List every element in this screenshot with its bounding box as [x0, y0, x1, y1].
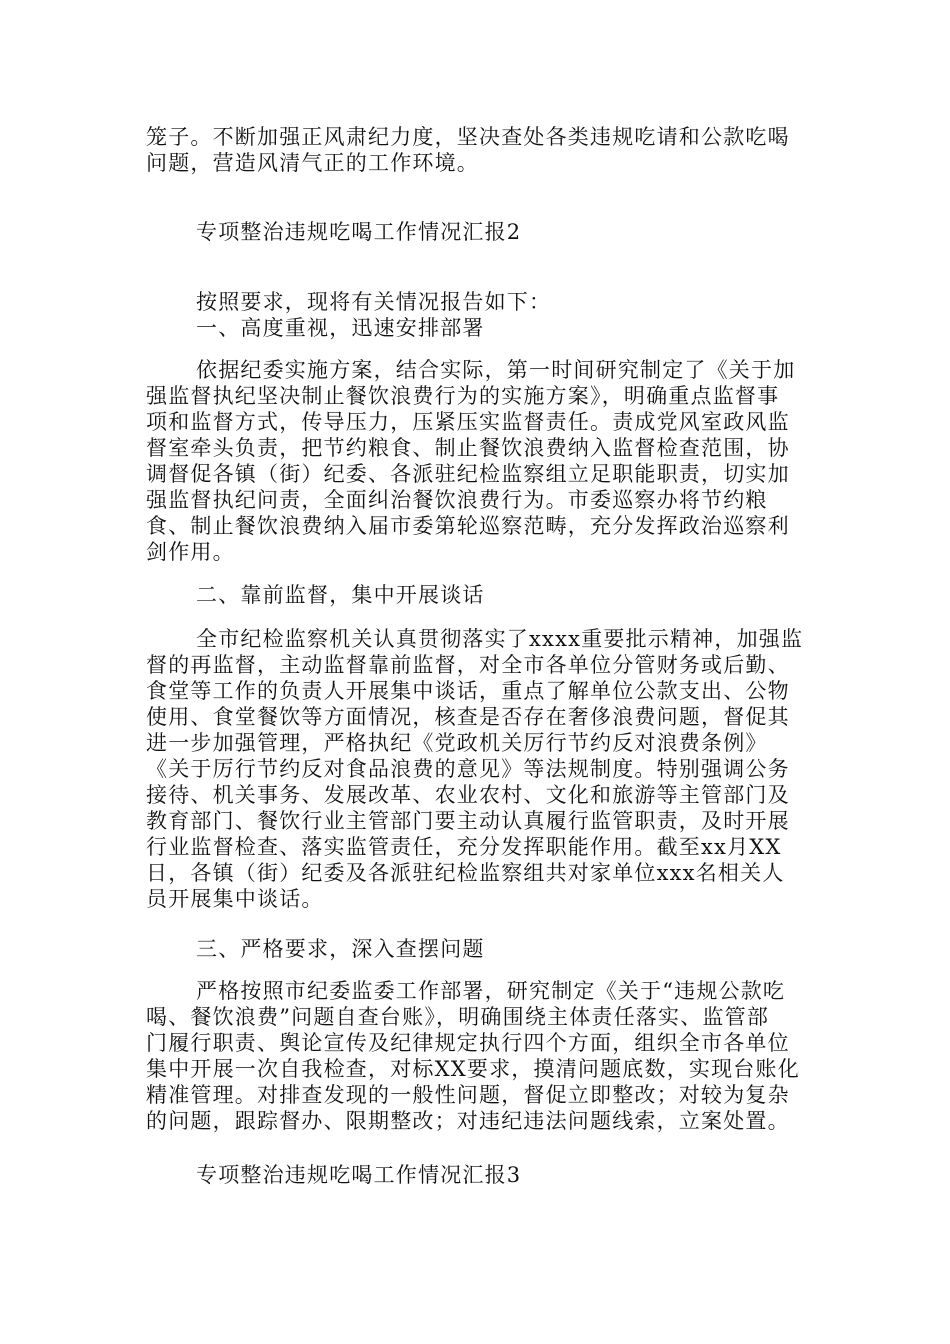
- body-text-line: 严格按照市纪委监委工作部署，研究制定《关于“违规公款吃: [196, 979, 786, 1003]
- body-text-line: 依据纪委实施方案，结合实际，第一时间研究制定了《关于加: [196, 358, 796, 382]
- body-text-line: 喝、餐饮浪费”问题自查台账》，明确围绕主体责任落实、监管部: [146, 1005, 770, 1029]
- body-text-line: 强监督执纪问责，全面纠治餐饮浪费行为。市委巡察办将节约粮: [146, 488, 768, 512]
- body-text-line: 食、制止餐饮浪费纳入届市委第轮巡察范畴，充分发挥政治巡察利: [146, 514, 790, 538]
- body-text-line: 使用、食堂餐饮等方面情况，核查是否存在奢侈浪费问题，督促其: [146, 705, 790, 729]
- body-text-line: 接待、机关事务、发展改革、农业农村、文化和旅游等主管部门及: [146, 783, 790, 807]
- heading-three: 三、严格要求，深入查摆问题: [196, 937, 485, 961]
- body-text-line: 教育部门、餐饮行业主管部门要主动认真履行监管职责，及时开展: [146, 809, 790, 833]
- body-text-line: 项和监督方式，传导压力，压紧压实监督责任。责成党风室政风监: [146, 410, 790, 434]
- body-text-line: 精准管理。对排查发现的一般性问题，督促立即整改；对较为复杂: [146, 1083, 790, 1107]
- body-text-line: 行业监督检查、落实监管责任，充分发挥职能作用。截至xx月XX: [146, 835, 782, 859]
- body-text-line: 门履行职责、舆论宣传及纪律规定执行四个方面，组织全市各单位: [146, 1031, 790, 1055]
- section-title: 专项整治违规吃喝工作情况汇报2: [196, 220, 522, 244]
- heading-one: 一、高度重视，迅速安排部署: [196, 316, 485, 340]
- body-text-line: 集中开展一次自我检查，对标XX要求，摸清问题底数，实现台账化: [146, 1057, 800, 1081]
- body-text-line: 笼子。不断加强正风肃纪力度，坚决查处各类违规吃请和公款吃喝: [146, 125, 790, 149]
- heading-two: 二、靠前监督，集中开展谈话: [196, 583, 485, 607]
- body-text-line: 督的再监督，主动监督靠前监督，对全市各单位分管财务或后勤、: [146, 653, 790, 677]
- body-text-line: 剑作用。: [146, 540, 235, 564]
- body-text-line: 《关于厉行节约反对食品浪费的意见》等法规制度。特别强调公务: [146, 757, 790, 781]
- body-text-line: 问题，营造风清气正的工作环境。: [146, 151, 479, 175]
- body-text-line: 调督促各镇（街）纪委、各派驻纪检监察组立足职能职责，切实加: [146, 462, 790, 486]
- body-text-line: 进一步加强管理，严格执纪《党政机关厉行节约反对浪费条例》: [146, 731, 768, 755]
- body-text-line: 的问题，跟踪督办、限期整改；对违纪违法问题线索，立案处置。: [146, 1109, 790, 1133]
- body-text-line: 日，各镇（街）纪委及各派驻纪检监察组共对家单位xxx名相关人: [146, 861, 785, 885]
- body-text-line: 强监督执纪坚决制止餐饮浪费行为的实施方案》，明确重点监督事: [146, 384, 780, 408]
- body-text-line: 全市纪检监察机关认真贯彻落实了xxxx重要批示精神，加强监: [196, 627, 804, 651]
- section-title: 专项整治违规吃喝工作情况汇报3: [196, 1163, 522, 1187]
- body-text-line: 按照要求，现将有关情况报告如下：: [196, 290, 552, 314]
- body-text-line: 督室牵头负责，把节约粮食、制止餐饮浪费纳入监督检查范围，协: [146, 436, 790, 460]
- body-text-line: 食堂等工作的负责人开展集中谈话，重点了解单位公款支出、公物: [146, 679, 790, 703]
- body-text-line: 员开展集中谈话。: [146, 887, 324, 911]
